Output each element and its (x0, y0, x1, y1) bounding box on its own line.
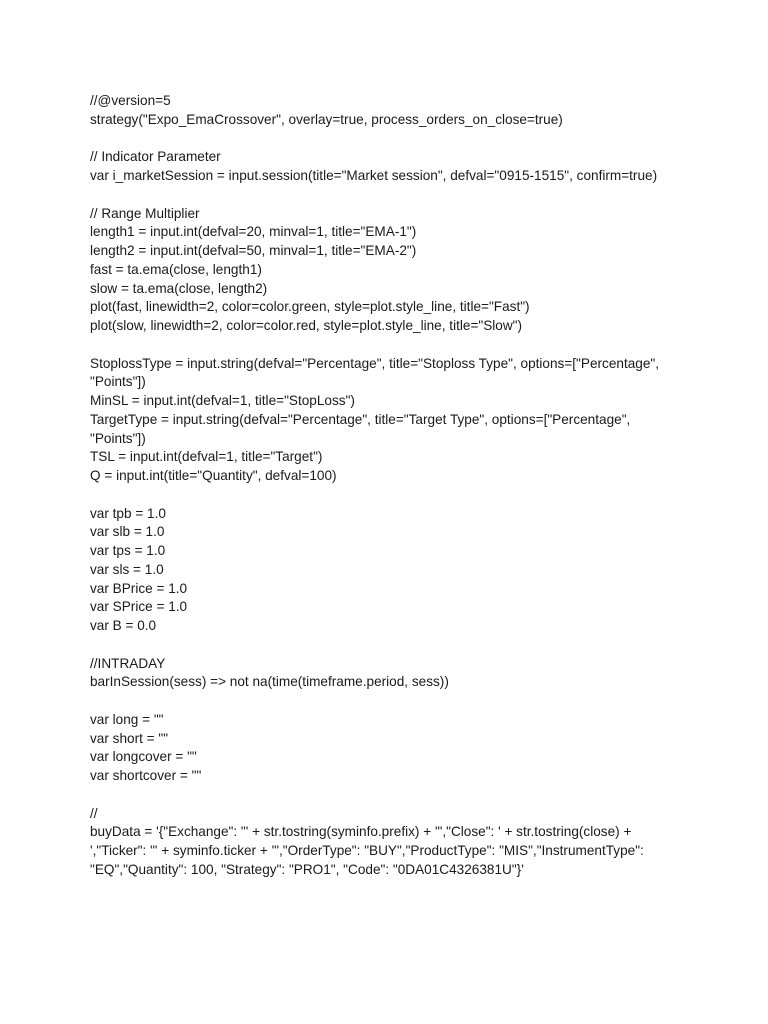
code-line: //INTRADAY (90, 655, 166, 671)
code-line: var SPrice = 1.0 (90, 599, 188, 615)
code-line: barInSession(sess) => not na(time(timeframe.period, sess)) (90, 674, 449, 690)
code-line: "Points"]) (90, 374, 146, 390)
blank-line (90, 336, 690, 355)
code-line: var shortcover = "" (90, 768, 202, 783)
code-line: fast = ta.ema(close, length1) (90, 261, 262, 277)
code-line: var longcover = "" (90, 749, 197, 765)
code-line: // (90, 805, 98, 821)
code-line: Q = input.int(title="Quantity", defval=100) (90, 468, 337, 483)
code-line: plot(slow, linewidth=2, color=color.red, style=plot.style_line, title="Slow") (90, 318, 523, 333)
code-line: var sls = 1.0 (90, 561, 164, 577)
code-line: StoplossType = input.string(defval="Percentage", title="Stoploss Type", options=["Percentage", (90, 355, 660, 371)
code-line: var tpb = 1.0 (90, 505, 166, 521)
code-line: var BPrice = 1.0 (90, 580, 188, 596)
code-line: TSL = input.int(defval=1, title="Target") (90, 449, 323, 465)
blank-line (90, 186, 690, 205)
code-line: ',"Ticker": "' + syminfo.ticker + '","OrderType": "BUY","ProductType": "MIS","InstrumentType": (90, 843, 644, 858)
blank-line (90, 486, 690, 505)
code-line: var slb = 1.0 (90, 524, 165, 540)
code-line: "Points"]) (90, 430, 146, 446)
code-line: slow = ta.ema(close, length2) (90, 280, 268, 296)
code-line: var short = "" (90, 730, 169, 746)
code-line: MinSL = input.int(defval=1, title="StopLoss") (90, 393, 355, 408)
code-line: length2 = input.int(defval=50, minval=1, title="EMA-2") (90, 243, 417, 258)
code-line: var long = "" (90, 711, 164, 727)
blank-line (90, 636, 690, 655)
code-line: // Range Multiplier (90, 205, 200, 221)
code-line: var B = 0.0 (90, 618, 157, 633)
code-line: TargetType = input.string(defval="Percentage", title="Target Type", options=["Percentage", (90, 411, 631, 427)
code-line: var tps = 1.0 (90, 543, 166, 558)
blank-line (90, 130, 690, 149)
blank-line (90, 692, 690, 711)
blank-line (90, 786, 690, 805)
code-line: "EQ","Quantity": 100, "Strategy": "PRO1", "Code": "0DA01C4326381U"}' (90, 861, 524, 877)
code-line: //@version=5 (90, 93, 171, 108)
code-listing (90, 92, 690, 880)
code-line: buyData = '{"Exchange": "' + str.tostring(syminfo.prefix) + '","Close": ' + str.tostring(close) + (90, 824, 632, 840)
code-line: plot(fast, linewidth=2, color=color.green, style=plot.style_line, title="Fast") (90, 299, 530, 315)
code-line: // Indicator Parameter (90, 149, 221, 165)
code-line: strategy("Expo_EmaCrossover", overlay=true, process_orders_on_close=true) (90, 111, 563, 127)
code-line: var i_marketSession = input.session(title="Market session", defval="0915-1515", confirm=true) (90, 168, 658, 183)
code-line: length1 = input.int(defval=20, minval=1, title="EMA-1") (90, 224, 417, 240)
